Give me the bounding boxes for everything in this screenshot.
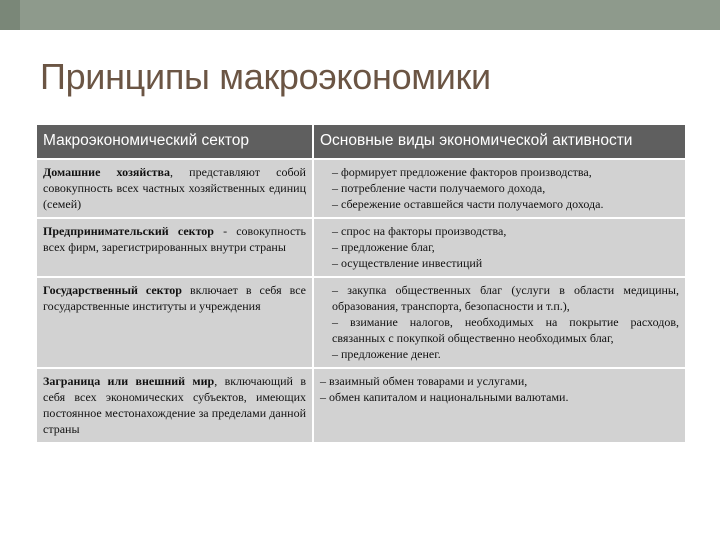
sector-name: Предпринимательский сектор (43, 224, 214, 238)
activities-cell (313, 277, 685, 368)
sectors-table (37, 125, 685, 442)
activity-item: – обмен капиталом и национальными валютами. (320, 390, 569, 404)
activity-item: – закупка общественных благ (услуги в области медицины, образования, транспорта, безопасности и т.п.), (332, 283, 679, 313)
header-sector: Макроэкономический сектор (37, 125, 313, 159)
header-activities: Основные виды экономической активности (313, 125, 685, 159)
activity-item: – формирует предложение факторов производства, (332, 165, 592, 179)
activity-item: – взимание налогов, необходимых на покрытие расходов, связанных с покупкой общественно необходимых благ, (332, 315, 679, 345)
activities-cell (313, 218, 685, 277)
table-row (37, 159, 685, 218)
sector-cell (37, 368, 313, 442)
sector-name: Государственный сектор (43, 283, 182, 297)
activity-item: – потребление части получаемого дохода, (332, 181, 546, 195)
sector-name: Домашние хозяйства (43, 165, 171, 179)
sector-description: включает в себя все государственные институты и учреждения (43, 283, 307, 313)
table-row (37, 218, 685, 277)
sector-description: , представляют собой совокупность всех частных хозяйственных единиц (семей) (43, 165, 306, 211)
activity-item: – взаимный обмен товарами и услугами, (320, 374, 528, 388)
table-row (37, 368, 685, 442)
activity-item: – предложение благ, (332, 240, 435, 254)
activity-item: – осуществление инвестиций (332, 256, 483, 270)
activity-item: – сбережение оставшейся части получаемого дохода. (332, 197, 604, 211)
sector-cell (37, 277, 313, 368)
activities-cell (313, 159, 685, 218)
sector-description: , включающий в себя всех экономических субъектов, имеющих постоянное местонахождение за пределами данной страны (43, 374, 306, 436)
sector-cell (37, 159, 313, 218)
activities-cell (313, 368, 685, 442)
table-row (37, 277, 685, 368)
table-header-row (37, 125, 685, 159)
top-band-accent (0, 0, 20, 30)
slide-title: Принципы макроэкономики (40, 56, 491, 97)
sector-description: - совокупность всех фирм, зарегистрированных внутри страны (43, 224, 306, 254)
activity-item: – предложение денег. (332, 347, 441, 361)
sector-cell (37, 218, 313, 277)
activity-item: – спрос на факторы производства, (332, 224, 507, 238)
top-decorative-band (0, 0, 720, 30)
sector-name: Заграница или внешний мир (43, 374, 215, 388)
